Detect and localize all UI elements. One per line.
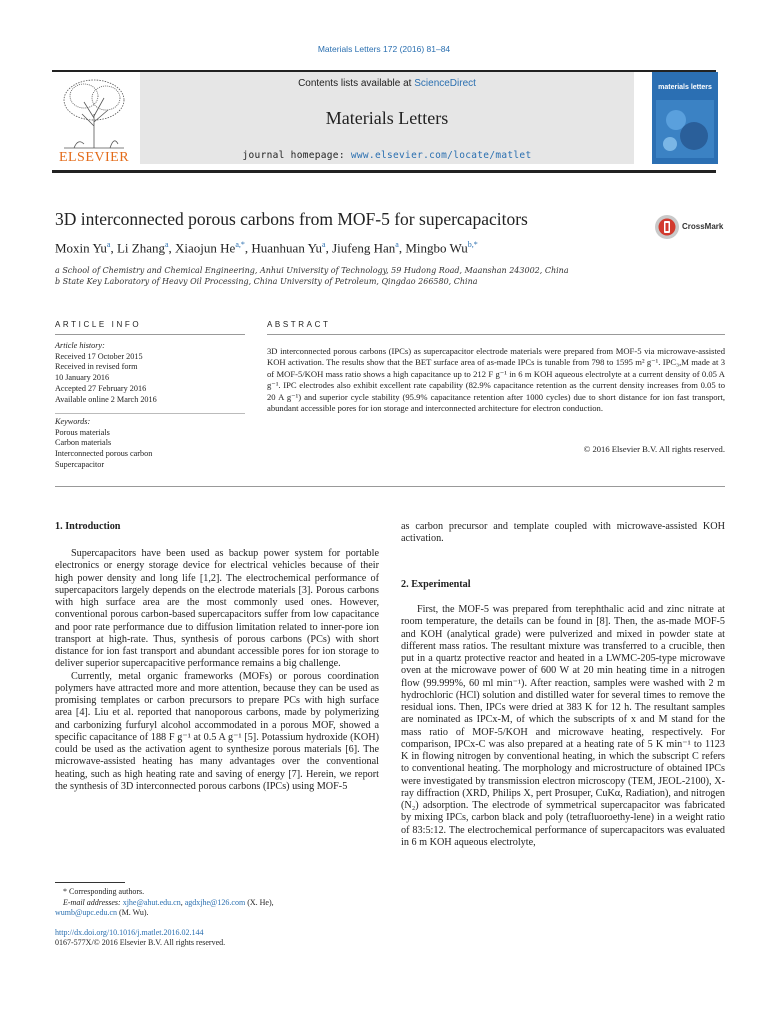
keyword-item: Supercapacitor [55,459,105,469]
cover-title: materials letters [658,84,712,91]
contents-line [140,78,634,89]
article-info-heading: ARTICLE INFO [55,320,142,329]
author-name: Huanhuan Yu [251,240,323,256]
keywords [55,417,245,471]
corresponding-note: * Corresponding authors. [63,887,145,896]
journal-homepage [140,150,634,161]
experimental-body [401,604,725,849]
email-link[interactable]: agdxjhe@126.com [184,897,246,907]
author-affil-mark[interactable]: b,* [467,240,478,249]
info-divider [55,413,245,414]
journal-cover[interactable] [652,72,718,164]
abstract-copyright: © 2016 Elsevier B.V. All rights reserved. [583,444,725,454]
intro-paragraph-2: Currently, metal organic frameworks (MOFs) or porous coordination polymers have attracted more and more attention, because they can be used as promising templates or carbon precursors to prepare PCs with high surface area [4]. Liu et al. reported that nanoporous carbons, made by polymerizing and carbonizing furfuryl alcohol accommodated in a porous MOF, showed a specific capacitance of 188 F g⁻¹ at 0.5 A g⁻¹ [5]. Potassium hydroxide (KOH) could be used as the activation agent to synthesize porous materials [6]. The microwave-assisted heating has many advantages over the conventional heating, such as high heating rate and saving of energy [7]. Herein, we report the synthesis of 3D interconnected porous carbons (IPCs) using MOF-5 [55,670,379,792]
footnotes [55,887,385,949]
intro-continued [401,521,725,546]
introduction-heading: 1. Introduction [55,521,121,532]
email-link[interactable]: wumb@upc.edu.cn [55,908,118,917]
homepage-link[interactable]: www.elsevier.com/locate/matlet [350,150,532,161]
author-name: Li Zhang [116,240,165,256]
keyword-item: Porous materials [55,427,110,437]
article-title: 3D interconnected porous carbons from MOF-5 for supercapacitors [55,209,528,229]
email-link[interactable]: xjhe@ahut.edu.cn [122,897,181,907]
experimental-heading: 2. Experimental [401,579,471,590]
email-line [55,898,385,909]
author-affil-mark[interactable]: a [106,240,111,249]
history-item: Accepted 27 February 2016 [55,383,147,393]
journal-citation[interactable]: Materials Letters 172 (2016) 81–84 [317,44,451,54]
footnote-rule [55,882,125,883]
email-label: E-mail addresses: [63,897,123,907]
author-affil-mark[interactable]: a [322,240,326,249]
intro-paragraph-1: Supercapacitors have been used as backup power system for portable electronics or energy storage device for electrical vehicles because of their high power density and long life [1,2]. The electrochemical performance of supercapacitors largely depends on the electrode materials [3]. Porous carbons with high surface area are the most commonly used ones. However, conventional porous carbon-based supercapacitors suffer from low capacitance and poor rate performance due to diffusion limitation related to inner-pore ion transport at high-rate. Thus, synthesis of porous carbons (PCs) with short distance for ion fast transport and abundant accessible pores for ion storage to deliver superior supercapacitive performance remains a big challenge. [55,548,379,670]
intro-continued-text: as carbon precursor and template coupled with microwave-assisted KOH activation. [401,521,725,545]
affiliation-a: a School of Chemistry and Chemical Engineering, Anhui University of Technology, 59 Hudong Road, Maanshan 243002, China [55,266,569,275]
keyword-item: Carbon materials [55,438,112,448]
cover-art [656,100,714,158]
affiliation-b: b State Key Laboratory of Heavy Oil Processing, China University of Petroleum, Qingdao 266580, China [55,277,478,286]
abstract-heading: ABSTRACT [267,320,331,329]
introduction-body [55,548,379,793]
abstract-rule [267,334,725,335]
journal-name: Materials Letters [325,108,449,128]
info-rule [55,334,245,335]
article-history [55,341,245,405]
history-item: Received in revised form [55,362,138,372]
keywords-label: Keywords: [55,417,91,426]
author-name: Moxin Yu [55,240,107,256]
masthead-rule [52,170,716,173]
abstract-text: 3D interconnected porous carbons (IPCs) as supercapacitor electrode materials were prepared from MOF-5 via microwave-assisted KOH activation. The results show that the BET surface area of as-made IPCs is tunable from 798 to 1595 m² g⁻¹. IPC₃,M made at 3 of MOF-5/KOH mass ratio shows a high capacitance up to 212 F g⁻¹ in 6 m KOH aqueous electrolyte at a current density of 0.05 A g⁻¹. IPC electrodes also exhibit excellent rate capability (82.9% capacitance retention as the current density increases from 0.05 to 20 A g⁻¹) and superior cycle stability (95.9% capacitance retention after 1000 cycles) due to short distance for ion fast transport, abundant accessible pores for ion storage and interconnected architecture for electron conduction. [267,346,725,414]
author-affil-mark[interactable]: a,* [235,240,245,249]
email-separator: , [180,897,185,907]
keyword-item: Interconnected porous carbon [55,449,153,459]
author-name: Jiufeng Han [332,240,396,256]
publisher-wordmark: ELSEVIER [58,150,130,165]
email-line-2 [55,908,385,919]
contents-prefix: Contents lists available at [298,78,415,89]
abstract-bottom-rule [55,486,725,487]
email-note: (M. Wu). [117,908,149,917]
crossmark-label[interactable]: CrossMark [682,222,724,231]
history-item: Available online 2 March 2016 [55,394,157,404]
author-name: Mingbo Wu [405,240,468,256]
doi-link[interactable]: http://dx.doi.org/10.1016/j.matlet.2016.02.144 [55,927,204,937]
author-affil-mark[interactable]: a [164,240,169,249]
author-list: Moxin Yu$^a$, Li Zhang$^a$, Xiaojun $He^{a,*}$, Huanhuan Yu$^a$, Jiufeng Han$^a$, Mingbo $Wu^{b,*}$ [55,240,478,256]
history-item: Received 17 October 2015 [55,351,143,361]
issn-line: 0167-577X/© 2016 Elsevier B.V. All rights reserved. [55,938,226,947]
history-label: Article history: [55,341,105,350]
sciencedirect-link[interactable]: ScienceDirect [414,78,476,89]
author-affil-mark[interactable]: a [395,240,399,249]
experimental-paragraph: First, the MOF-5 was prepared from terephthalic acid and zinc nitrate at room temperature, the details can be found in [8]. Then, the as-made MOF-5 and KOH (analytical grade) were pulverized and mixed in powder state at different mass ratios. The resultant mixture was transferred to a crucible, then put in a quartz protective reactor and heated in a LWMC-205-type microwave oven at the microwave power of 600 W at 20 min heating time in a nitrogen flow (99.999%, 60 ml min⁻¹). After reaction, samples were washed with 2 m hydrochloric (HCl) solution and distilled water for several times to remove the residual ions. Then, IPCs were dried at 383 K for 12 h. The resultant samples are nominated as IPCx-M, of which the subscripts of x and M stand for the mass ratio of MOF-5/KOH and microwave heating, respectively. For comparison, IPCx-C was also prepared at a heating rate of 5 K min⁻¹ to 1123 K in flowing nitrogen by conventional heating, in which the subscript C refers to conventional heating. The morphology and microstructure of obtained IPCs were investigated by transmission electron microscopy (TEM, JEOL-2100), X-ray diffraction (XRD, Philips X, pert Prosuper, CuKα, Radiation), and nitrogen (N₂) adsorption. The electrode of symmetrical supercapacitor was fabricated by mixing IPCs, carbon black and poly (tetrafluoroethy-lene) in a weight ratio of 83:5:12. The electrochemical performance of supercapacitors was evaluated in 6 m KOH aqueous electrolyte, [401,604,725,848]
email-note: (X. He), [245,897,274,907]
homepage-prefix: journal homepage: [242,150,351,161]
history-item: 10 January 2016 [55,373,110,383]
crossmark-icon[interactable] [654,214,680,240]
author-name: Xiaojun He [175,240,236,256]
